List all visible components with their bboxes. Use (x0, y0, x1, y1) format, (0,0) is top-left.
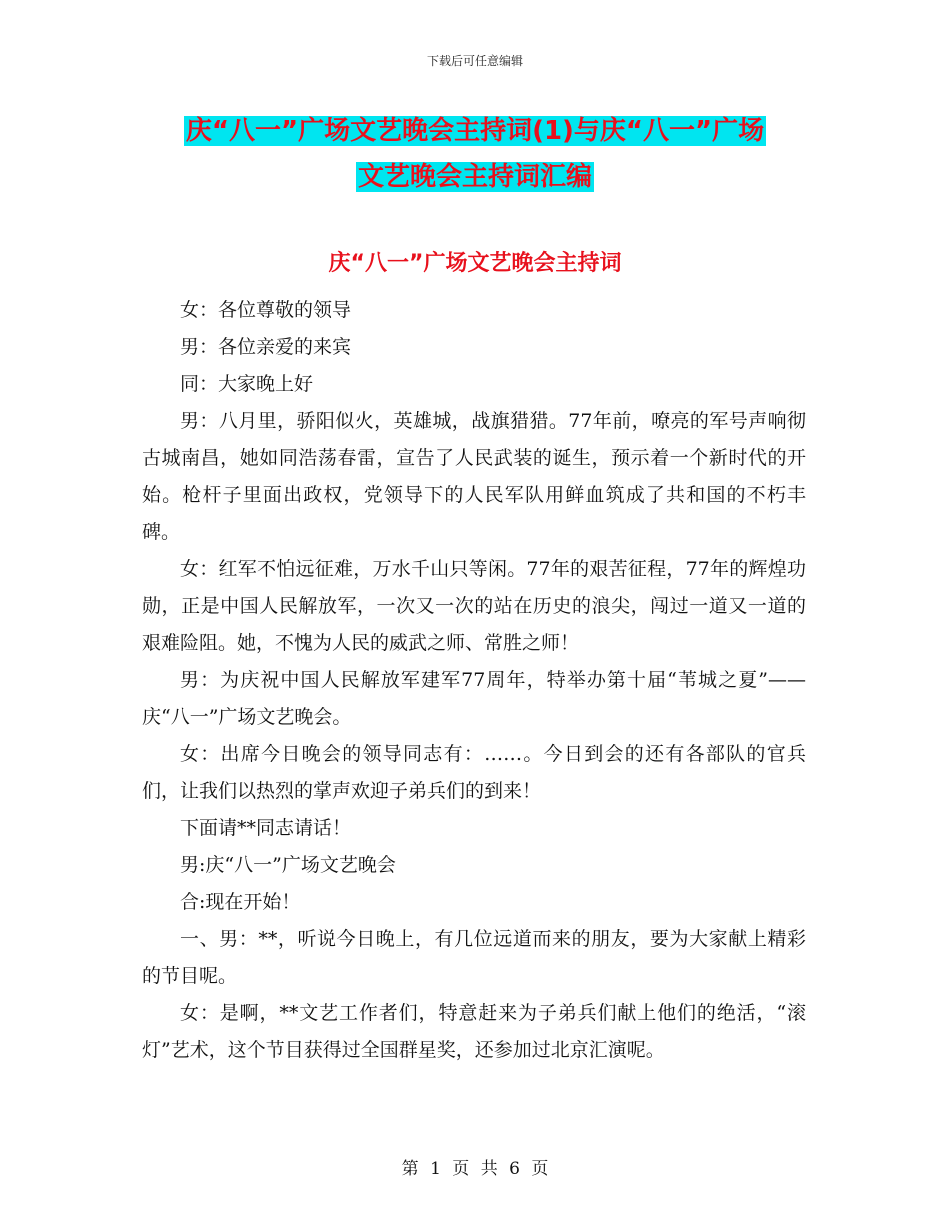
document-body (142, 292, 806, 1069)
page-header-note: 下载后可任意编辑 (426, 54, 523, 68)
document-title (0, 108, 950, 200)
paragraph: 女：出席今日晚会的领导同志有：……。今日到会的还有各部队的官兵们，让我们以热烈的掌声欢迎子弟兵们的到来！ (142, 743, 806, 802)
document-title-line-2: 文艺晚会主持词汇编 (357, 162, 592, 192)
document-title-line-1: 庆“八一”广场文艺晚会主持词(1)与庆“八一”广场 (185, 116, 765, 146)
paragraph: 男：八月里，骄阳似火，英雄城，战旗猎猎。77年前，嘹亮的军号声响彻古城南昌，她如同浩荡春雷，宣告了人民武装的诞生，预示着一个新时代的开始。枪杆子里面出政权，党领导下的人民军队用鲜血筑成了共和国的不朽丰碑。 (142, 410, 806, 543)
paragraph: 同：大家晚上好 (180, 373, 314, 395)
paragraph: 男:庆“八一”广场文艺晚会 (180, 854, 396, 876)
paragraph: 下面请**同志请话！ (180, 817, 352, 839)
paragraph: 合:现在开始！ (180, 891, 301, 913)
page-number-footer: 第 1 页 共 6 页 (401, 1159, 549, 1179)
paragraph: 女：是啊，**文艺工作者们，特意赶来为子弟兵们献上他们的绝活，“滚灯”艺术，这个节目获得过全国群星奖，还参加过北京汇演呢。 (142, 1002, 806, 1061)
paragraph: 男：为庆祝中国人民解放军建军77周年，特举办第十届“苇城之夏”——庆“八一”广场文艺晚会。 (142, 669, 806, 728)
paragraph: 女：红军不怕远征难，万水千山只等闲。77年的艰苦征程，77年的辉煌功勋，正是中国人民解放军，一次又一次的站在历史的浪尖，闯过一道又一道的艰难险阻。她，不愧为人民的威武之师、常胜之师！ (142, 558, 806, 654)
paragraph: 一、男：**，听说今日晚上，有几位远道而来的朋友，要为大家献上精彩的节目呢。 (142, 928, 806, 987)
section-title: 庆“八一”广场文艺晚会主持词 (328, 251, 622, 276)
paragraph: 男：各位亲爱的来宾 (180, 336, 352, 358)
paragraph: 女：各位尊敬的领导 (180, 299, 352, 321)
